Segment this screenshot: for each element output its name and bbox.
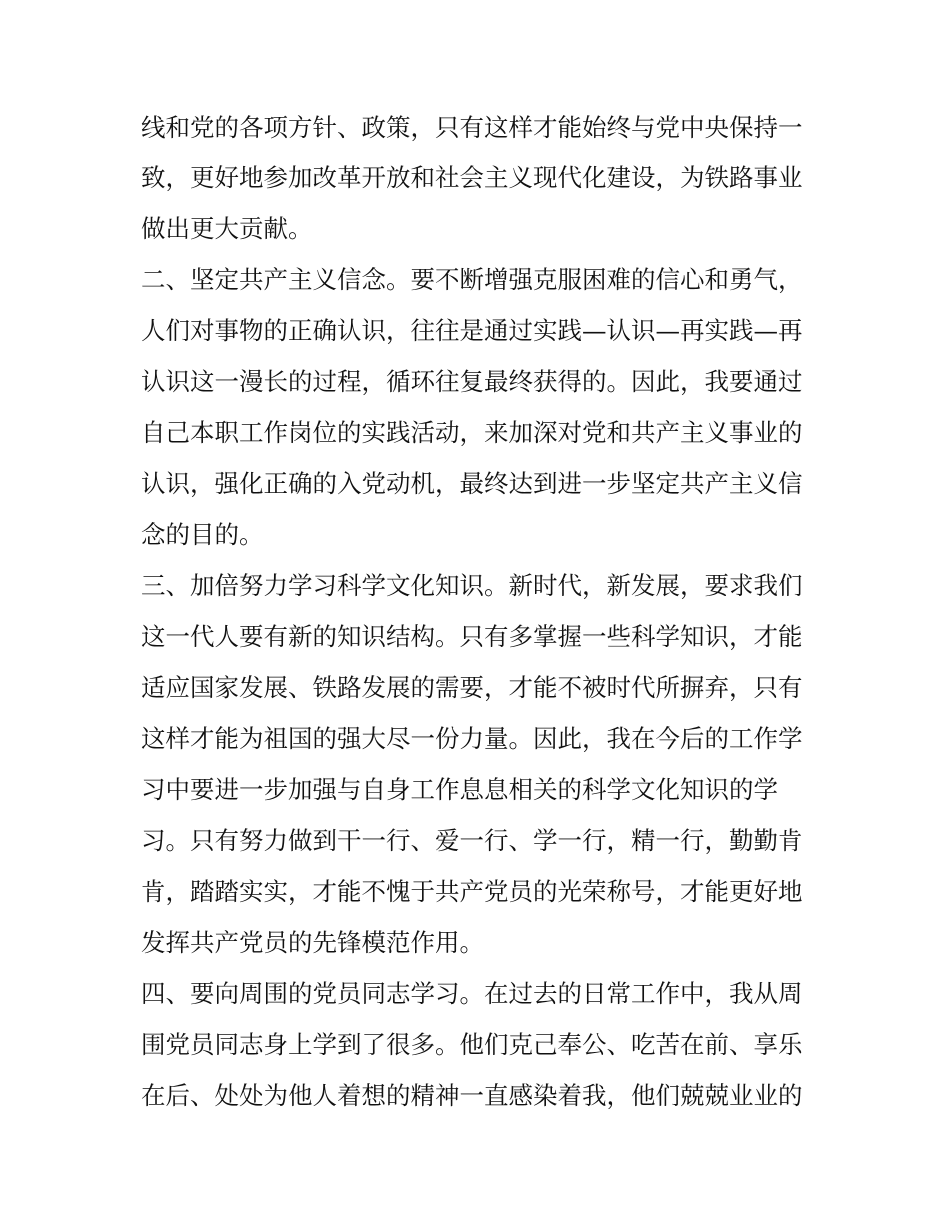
- text-line: 习。只有努力做到干一行、爱一行、学一行，精一行，勤勤肯: [141, 826, 803, 855]
- text-line: 线和党的各项方针、政策，只有这样才能始终与党中央保持一: [141, 113, 803, 142]
- text-line: 肯，踏踏实实，才能不愧于共产党员的光荣称号，才能更好地: [141, 877, 803, 906]
- text-line: 认识这一漫长的过程，循环往复最终获得的。因此，我要通过: [141, 367, 803, 396]
- section-heading-line: 二、坚定共产主义信念。要不断增强克服困难的信心和勇气，: [141, 265, 803, 294]
- text-line: 习中要进一步加强与自身工作息息相关的科学文化知识的学: [141, 775, 778, 804]
- section-heading-line: 四、要向周围的党员同志学习。在过去的日常工作中，我从周: [141, 979, 803, 1008]
- text-line: 人们对事物的正确认识，往往是通过实践—认识—再实践—再: [141, 316, 803, 345]
- text-line: 在后、处处为他人着想的精神一直感染着我，他们兢兢业业的: [141, 1081, 803, 1110]
- text-line: 发挥共产党员的先锋模范作用。: [141, 928, 484, 957]
- text-line: 这样才能为祖国的强大尽一份力量。因此，我在今后的工作学: [141, 724, 803, 753]
- text-line: 这一代人要有新的知识结构。只有多掌握一些科学知识，才能: [141, 622, 803, 651]
- text-line: 认识，强化正确的入党动机，最终达到进一步坚定共产主义信: [141, 469, 803, 498]
- section-heading-line: 三、加倍努力学习科学文化知识。新时代，新发展，要求我们: [141, 571, 803, 600]
- text-line: 做出更大贡献。: [141, 214, 313, 243]
- text-line: 适应国家发展、铁路发展的需要，才能不被时代所摒弃，只有: [141, 673, 803, 702]
- text-line: 念的目的。: [141, 520, 264, 549]
- text-line: 自己本职工作岗位的实践活动，来加深对党和共产主义事业的: [141, 418, 803, 447]
- text-line: 围党员同志身上学到了很多。他们克己奉公、吃苦在前、享乐: [141, 1030, 803, 1059]
- text-line: 致，更好地参加改革开放和社会主义现代化建设，为铁路事业: [141, 163, 803, 192]
